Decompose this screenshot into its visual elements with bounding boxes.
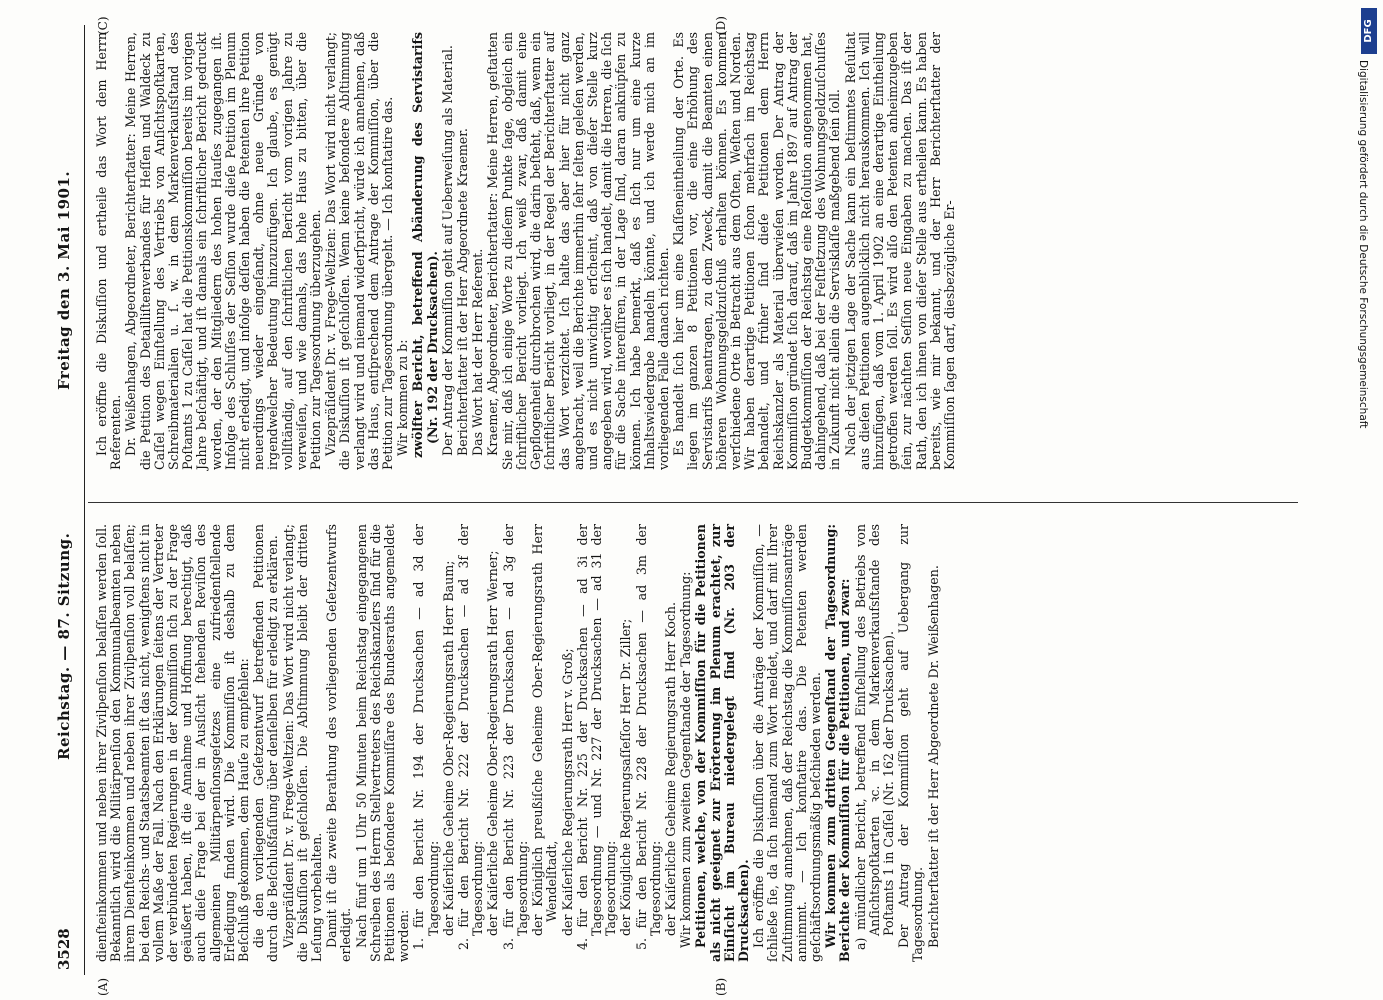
margin-marker-d: (D) [714, 16, 728, 35]
list-subitem: der Kaiſerliche Geheime Ober-Regierungsrath Herr Werner; [485, 550, 501, 936]
paragraph: dienſteinkommen und neben ihrer Zivilpenſion belaſſen werden ſoll. Bekanntlich wird die Militärpenſion den Kommunalbeamten neben ihrem Dienſteinkommen und neben ihrer Zivilpenſion voll belaſſen; bei den Reichs- und Staatsbeamten iſt das nicht, wenigſtens nicht in vollem Maße der Fall. Nach den Erklärungen ſeitens der Vertreter der verbündeten Regierungen in der Kommiſſion ſich zu der Frage geäußert haben, iſt die Annahme und Hoffnung berechtigt, daß auch dieſe Frage bei der in Ausſicht ſtehenden Reviſion des allgemeinen Militärpenſionsgeſetzes eine zufriedenſtellende Erledigung finden wird. Die Kommiſſion iſt deshalb zu dem Beſchluß gekommen, dem Hauſe zu empfehlen: [94, 524, 252, 962]
list-item: 4. für den Bericht Nr. 225 der Drucksachen — ad 3i der Tagesordnung — und Nr. 227 der Drucksachen — ad 31 der Tagesordnung: [574, 524, 619, 950]
list-item: 5. für den Bericht Nr. 228 der Drucksachen — ad 3m der Tagesordnung: [633, 524, 663, 950]
paragraph: Der Antrag der Kommiſſion geht auf Uebergang zur Tagesordnung. [896, 524, 926, 962]
list-subitem: der Kaiſerliche Regierungsrath Herr v. Groß; [559, 648, 575, 936]
digitization-credit: Digitalisierung gefördert durch die Deutsche Forschungsgemeinschaft [1357, 60, 1369, 429]
paragraph: Wir kommen zum zweiten Gegenſtande der Tagesordnung: [678, 571, 694, 948]
paragraph: Das Wort hat der Herr Referent. [470, 248, 486, 456]
dfg-logo [1361, 8, 1377, 54]
paragraph: Nach fünf um 1 Uhr 50 Minuten beim Reichstag eingegangenen Schreiben des Herrn Stellvertreters des Reichskanzlers ſind für die Petitionen als beſondere Kommiſſare des Bundesraths angemeldet worden: [353, 524, 412, 962]
list-subitem: der Kaiſerliche Geheime Ober-Regierungsrath Herr Baum; [440, 560, 456, 936]
paragraph: Dr. Weißenhagen, Abgeordneter, Berichterſtatter: Meine Herren, die Petition des Detailliſtenverbandes für Heſſen und Waldeck zu Caſſel wegen Einſtellung des Vertriebs von Anſichtspoſtkarten, Schreibmaterialien u. ſ. w. in dem Markenverkaufsſtand des Poſtamts 1 zu Caſſel hat die Petitionskommiſſion bereits im vorigen Jahre beſchäftigt, und iſt damals ein ſchriftlicher Bericht gedruckt worden, der den Mitgliedern des hohen Hauſes zugegangen iſt. Infolge des Schluſſes der Seſſion wurde dieſe Petition im Plenum nicht erledigt, und infolge deſſen haben die Petenten ihre Petition neuerdings wieder eingeſandt, ohne neue Gründe von irgendwelcher Bedeutung hinzuzufügen. Ich glaube, es genügt vollſtändig, auf den ſchriftlichen Bericht vom vorigen Jahre zu verweiſen, und wie damals, das hohe Haus zu bitten, über die Petition zur Tagesordnung überzugehen. [123, 32, 324, 470]
list-item: 2. für den Bericht Nr. 222 der Drucksachen — ad 3f der Tagesordnung: [456, 524, 486, 950]
paragraph: Ich eröffne die Diskuſſion und ertheile das Wort dem Herrn Referenten. [94, 32, 124, 470]
page-number: 3528 [55, 928, 73, 970]
list-subitem: der Kaiſerliche Geheime Regierungsrath Herr Koch. [662, 601, 678, 936]
column-divider [88, 502, 1298, 503]
page-header [55, 30, 81, 970]
paragraph: Nach der jetzigen Lage der Sache kann ein beſtimmtes Reſultat aus dieſen Petitionen augenblicklich nicht herauskommen. Ich will hinzufügen, daß vom 1. April 1902 an eine derartige Eintheilung getroffen werden ſoll. Es wird alſo den Petenten anheimzugeben ſein, zur nächſten Seſſion neue Eingaben zu machen. Das iſt der Rath, den ich ihnen von dieſer Stelle aus ertheilen kann. Es haben bereits, wie mir bekannt, und der Herr Berichterſtatter der Kommiſſion ſagen darf, diesbezügliche Er- [842, 32, 957, 470]
list-subitem: der Königlich preußiſche Geheime Ober-Regierungsrath Herr Wendelſtadt, [530, 524, 560, 936]
header-rule [84, 25, 85, 975]
paragraph: die den vorliegenden Geſetzentwurf betreffenden Petitionen durch die Beſchlußfaſſung über denſelben für erledigt zu erklären. [251, 524, 281, 962]
paragraph: Kraemer, Abgeordneter, Berichterſtatter: Meine Herren, geſtatten Sie mir, daß ich einige Worte zu dieſem Punkte ſage, obgleich ein ſchriftlicher Bericht vorliegt. Ich weiß zwar, daß damit eine Gepflogenheit durchbrochen wird, die darin beſteht, daß, wenn ein ſchriftlicher Bericht vorliegt, in der Regel der Berichterſtatter auf das Wort verzichtet. Ich halte das aber hier für nicht ganz angebracht, weil die Berichte immerhin ſehr ſelten geleſen werden, und es nicht unwichtig erſcheint, daß von dieſer Stelle kurz angegeben wird, worüber es ſich handelt, damit die Herren, die ſich für die Sache intereſſiren, in der Lage ſind, daran anknüpfen zu können. Ich habe bemerkt, daß es ſich nur um eine kurze Inhaltswiedergabe handeln könnte, und ich werde mich an im vorliegenden Falle danach richten. [485, 32, 671, 470]
paragraph: Vizepräſident Dr. v. Frege-Weltzien: Das Wort wird nicht verlangt; die Diskuſſion iſt geſchloſſen. Wenn keine beſondere Abſtimmung verlangt wird und niemand widerſpricht, würde ich annehmen, daß das Haus, entſprechend dem Antrage der Kommiſſion, über die Petition zur Tagesordnung übergeht. — Ich konſtatire das. [323, 32, 396, 470]
paragraph: Wir kommen zu b: [395, 339, 411, 456]
paragraph: Damit iſt die zweite Berathung des vorliegenden Geſetzentwurfs erledigt. [324, 524, 354, 962]
margin-marker-b: (B) [714, 977, 728, 996]
session-date: Freitag den 3. Mai 1901. [55, 170, 73, 390]
dfg-logo-text: DFG [1363, 19, 1374, 43]
right-text-column [95, 32, 958, 470]
paragraph: Berichterſtatter iſt der Herr Abgeordnete Kraemer. [455, 128, 471, 456]
list-item: a) mündlicher Bericht, betreffend Einſtellung des Betriebs von Anſichtspoſtkarten ꝛc. in dem Markenverkaufsſtande des Poſtamts 1 in Caſſel (Nr. 162 der Drucksachen). [852, 524, 896, 950]
paragraph: Ich eröffne die Diskuſſion über die Anträge der Kommiſſion, — ſchließe ſie, da ſich niemand zum Wort meldet, und darf mit Ihrer Zuſtimmung annehmen, daß der Reichstag die Kommiſſionsanträge annimmt. — Ich konſtatire das. Die Petenten werden geſchäftsordnungsmäßig beſchieden werden. [751, 524, 823, 962]
list-item: 1. für den Bericht Nr. 194 der Drucksachen — ad 3d der Tagesordnung: [411, 524, 441, 950]
agenda-heading: Petitionen, welche, von der Kommiſſion für die Petitionen als nicht geeignet zur Erörterung im Plenum erachtet, zur Einſicht im Bureau niedergelegt ſind (Nr. 203 der Drucksachen). [693, 524, 751, 962]
list-subitem: der Königliche Regierungsaſſeſſor Herr Dr. Ziller; [618, 618, 634, 936]
margin-marker-c: (C) [96, 16, 110, 35]
running-title: Reichstag. — 87. Sitzung. [55, 532, 73, 760]
paragraph: Der Antrag der Kommiſſion geht auf Ueberweiſung als Material. [439, 45, 455, 456]
agenda-heading: Wir kommen zum dritten Gegenſtand der Tagesordnung: Berichte der Kommiſſion für die Petitionen, und zwar: [823, 524, 853, 962]
list-item: 3. für den Bericht Nr. 223 der Drucksachen — ad 3g der Tagesordnung: [500, 524, 530, 950]
left-text-column [95, 524, 942, 962]
paragraph: Berichterſtatter iſt der Herr Abgeordnete Dr. Weißenhagen. [925, 565, 941, 948]
agenda-heading: zwölfter Bericht, betreffend Abänderung des Servistarifs (Nr. 192 der Drucksachen). [410, 32, 440, 458]
paragraph: Es handelt ſich hier um eine Klaſſeneintheilung der Orte. Es liegen im ganzen 8 Petitionen vor, die eine Erhöhung des Servistarifs beantragen, zu dem Zweck, damit die Beamten einen höheren Wohnungsgeldzuſchuß erhalten können. Es kommen verſchiedene Orte in Betracht aus dem Oſten, Weſten und Norden. Wir haben derartige Petitionen ſchon mehrfach im Reichstag behandelt, und früher ſind dieſe Petitionen dem Herrn Reichskanzler als Material überwieſen worden. Der Antrag der Kommiſſion gründet ſich darauf, daß im Jahre 1897 auf Antrag der Budgetkommiſſion der Reichstag eine Reſolution angenommen hat, dahingehend, daß bei der Feſtſetzung des Wohnungsgeldzuſchuſſes in Zukunft nicht allein die Servisklaſſe maßgebend ſein ſoll. [671, 32, 843, 470]
paragraph: Vizepräſident Dr. v. Frege-Weltzien: Das Wort wird nicht verlangt; die Diskuſſion iſt geſchloſſen. Die Abſtimmung bleibt der dritten Leſung vorbehalten. [280, 524, 325, 962]
margin-marker-a: (A) [96, 977, 110, 996]
